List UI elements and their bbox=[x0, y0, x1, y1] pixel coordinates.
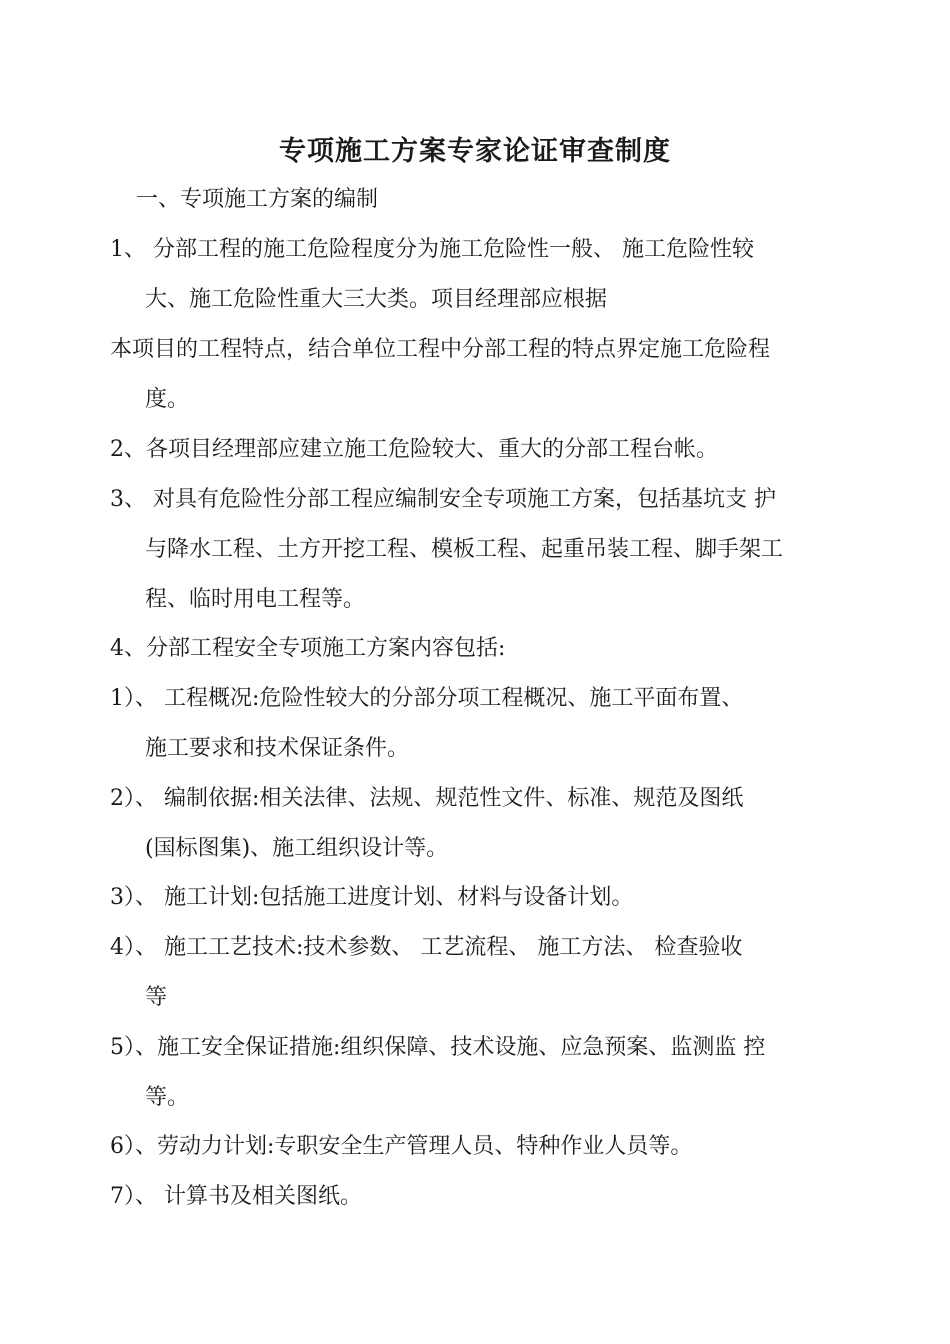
section-heading-1: 一、专项施工方案的编制 bbox=[136, 187, 379, 212]
document-title: 专项施工方案专家论证审查制度 bbox=[279, 136, 671, 167]
paragraph-line: 大、施工危险性重大三大类。项目经理部应根据 bbox=[145, 287, 608, 312]
list-item: 施工要求和技术保证条件。 bbox=[145, 736, 410, 761]
list-item: 等 bbox=[145, 985, 168, 1010]
paragraph-line: 3、 对具有危险性分部工程应编制安全专项施工方案，包括基坑支 护 bbox=[110, 487, 776, 512]
list-item: 2）、 编制依据:相关法律、法规、规范性文件、标准、规范及图纸 bbox=[110, 786, 744, 811]
paragraph-line: 4、分部工程安全专项施工方案内容包括: bbox=[110, 636, 506, 661]
list-item: 7）、 计算书及相关图纸。 bbox=[110, 1184, 362, 1209]
list-item: 3）、 施工计划:包括施工进度计划、材料与设备计划。 bbox=[110, 885, 634, 910]
list-item: 等。 bbox=[145, 1085, 190, 1110]
list-item: 6）、劳动力计划:专职安全生产管理人员、特种作业人员等。 bbox=[110, 1134, 693, 1159]
paragraph-line: 与降水工程、土方开挖工程、模板工程、起重吊装工程、脚手架工 bbox=[145, 537, 784, 562]
list-item: 1）、 工程概况:危险性较大的分部分项工程概况、施工平面布置、 bbox=[110, 686, 744, 711]
paragraph-line: 程、临时用电工程等。 bbox=[145, 587, 366, 612]
paragraph-line: 度。 bbox=[145, 387, 190, 412]
list-item: (国标图集)、施工组织设计等。 bbox=[145, 836, 449, 861]
paragraph-line: 1、 分部工程的施工危险程度分为施工危险性一般、 施工危险性较 bbox=[110, 237, 754, 262]
paragraph-line: 2、各项目经理部应建立施工危险较大、重大的分部工程台帐。 bbox=[110, 437, 718, 462]
paragraph-line: 本项目的工程特点，结合单位工程中分部工程的特点界定施工危险程 bbox=[110, 337, 771, 362]
list-item: 5）、施工安全保证措施:组织保障、技术设施、应急预案、监测监 控 bbox=[110, 1035, 766, 1060]
list-item: 4）、 施工工艺技术:技术参数、 工艺流程、 施工方法、 检查验收 bbox=[110, 935, 743, 960]
